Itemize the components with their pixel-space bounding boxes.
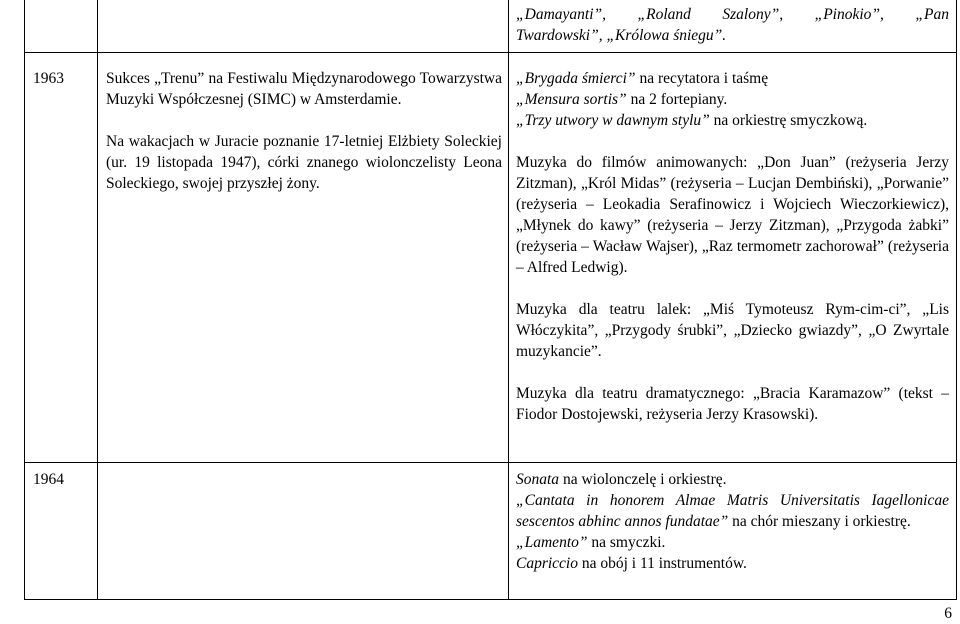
work-desc: na 2 fortepiany. [626,91,728,108]
page-number: 6 [944,605,952,622]
table-left-border [24,0,25,600]
work-title: „Brygada śmierci” [516,70,636,87]
film-music-paragraph: Muzyka do filmów animowanych: „Don Juan” (reżyseria Jerzy Zitzman), „Król Midas” (reżyseria – Lucjan Dembiński), „Porwanie” (reżyseria – Leokadia Serafinowicz i Wojciech Wieczorkiewicz), „Młynek do kawy” (reżyseria – Jerzy Zitzman), „Przygoda żabki” (reżyseria – Wacław Wajser), „Raz termometr zachorował” (reżyseria – Alfred Ledwig). [516,154,949,276]
work-title: „Mensura sortis” [516,91,627,108]
puppet-theatre-paragraph: Muzyka dla teatru lalek: „Miś Tymoteusz Rym-cim-ci”, „Lis Włóczykita”, „Przygody śrubki”, „Dziecko gwiazdy”, „O Zwyrtale muzykancie”. [516,301,949,360]
work-title: „Lamento” [516,534,588,551]
work-item [516,110,949,131]
work-item [516,490,949,532]
work-title: „Cantata in honorem Almae Matris Universitatis Iagellonicae sescentos abhinc annos fundatae” [516,492,949,530]
year-1964: 1964 [33,471,64,488]
row-divider-top [24,52,957,53]
works-1963 [516,68,949,425]
drama-theatre-paragraph: Muzyka dla teatru dramatycznego: „Bracia Karamazow” (tekst – Fiodor Dostojewski, reżyseria Jerzy Krasowski). [516,385,949,423]
continuation-line-1: „Damayanti”, „Roland Szalony”, „Pinokio”, „Pan [516,6,949,23]
work-item [516,469,949,490]
table-bottom-border [24,599,957,600]
event-paragraph-2: Na wakacjach w Juracie poznanie 17-letniej Elżbiety Soleckiej (ur. 19 listopada 1947), córki znanego wiolonczelisty Leona Soleckiego, swojej przyszłej żony. [106,133,502,192]
event-paragraph-1: Sukces „Trenu” na Festiwalu Międzynarodowego Towarzystwa Muzyki Współczesnej (SIMC) w Amsterdamie. [106,70,502,108]
work-item [516,532,949,553]
work-desc: na wiolonczelę i orkiestrę. [559,471,727,488]
column-divider-year [97,0,98,600]
work-desc: na smyczki. [587,534,666,551]
work-item [516,89,949,110]
work-desc: na obój i 11 instrumentów. [578,555,747,572]
row-divider-1964 [24,462,957,463]
events-1963 [106,68,502,194]
column-divider-works [508,0,509,600]
work-item [516,553,949,574]
table-right-border [956,0,957,600]
year-1963: 1963 [33,70,64,87]
work-title: Capriccio [516,555,578,572]
work-title: „Trzy utwory w dawnym stylu” [516,112,710,129]
works-1964 [516,469,949,574]
work-desc: na recytatora i taśmę [635,70,769,87]
work-desc: na chór mieszany i orkiestrę. [728,513,911,530]
continuation-cell [516,4,949,46]
work-desc: na orkiestrę smyczkową. [709,112,868,129]
work-item [516,68,949,89]
continuation-line-2: Twardowski”, „Królowa śniegu”. [516,27,727,44]
work-title: Sonata [516,471,560,488]
